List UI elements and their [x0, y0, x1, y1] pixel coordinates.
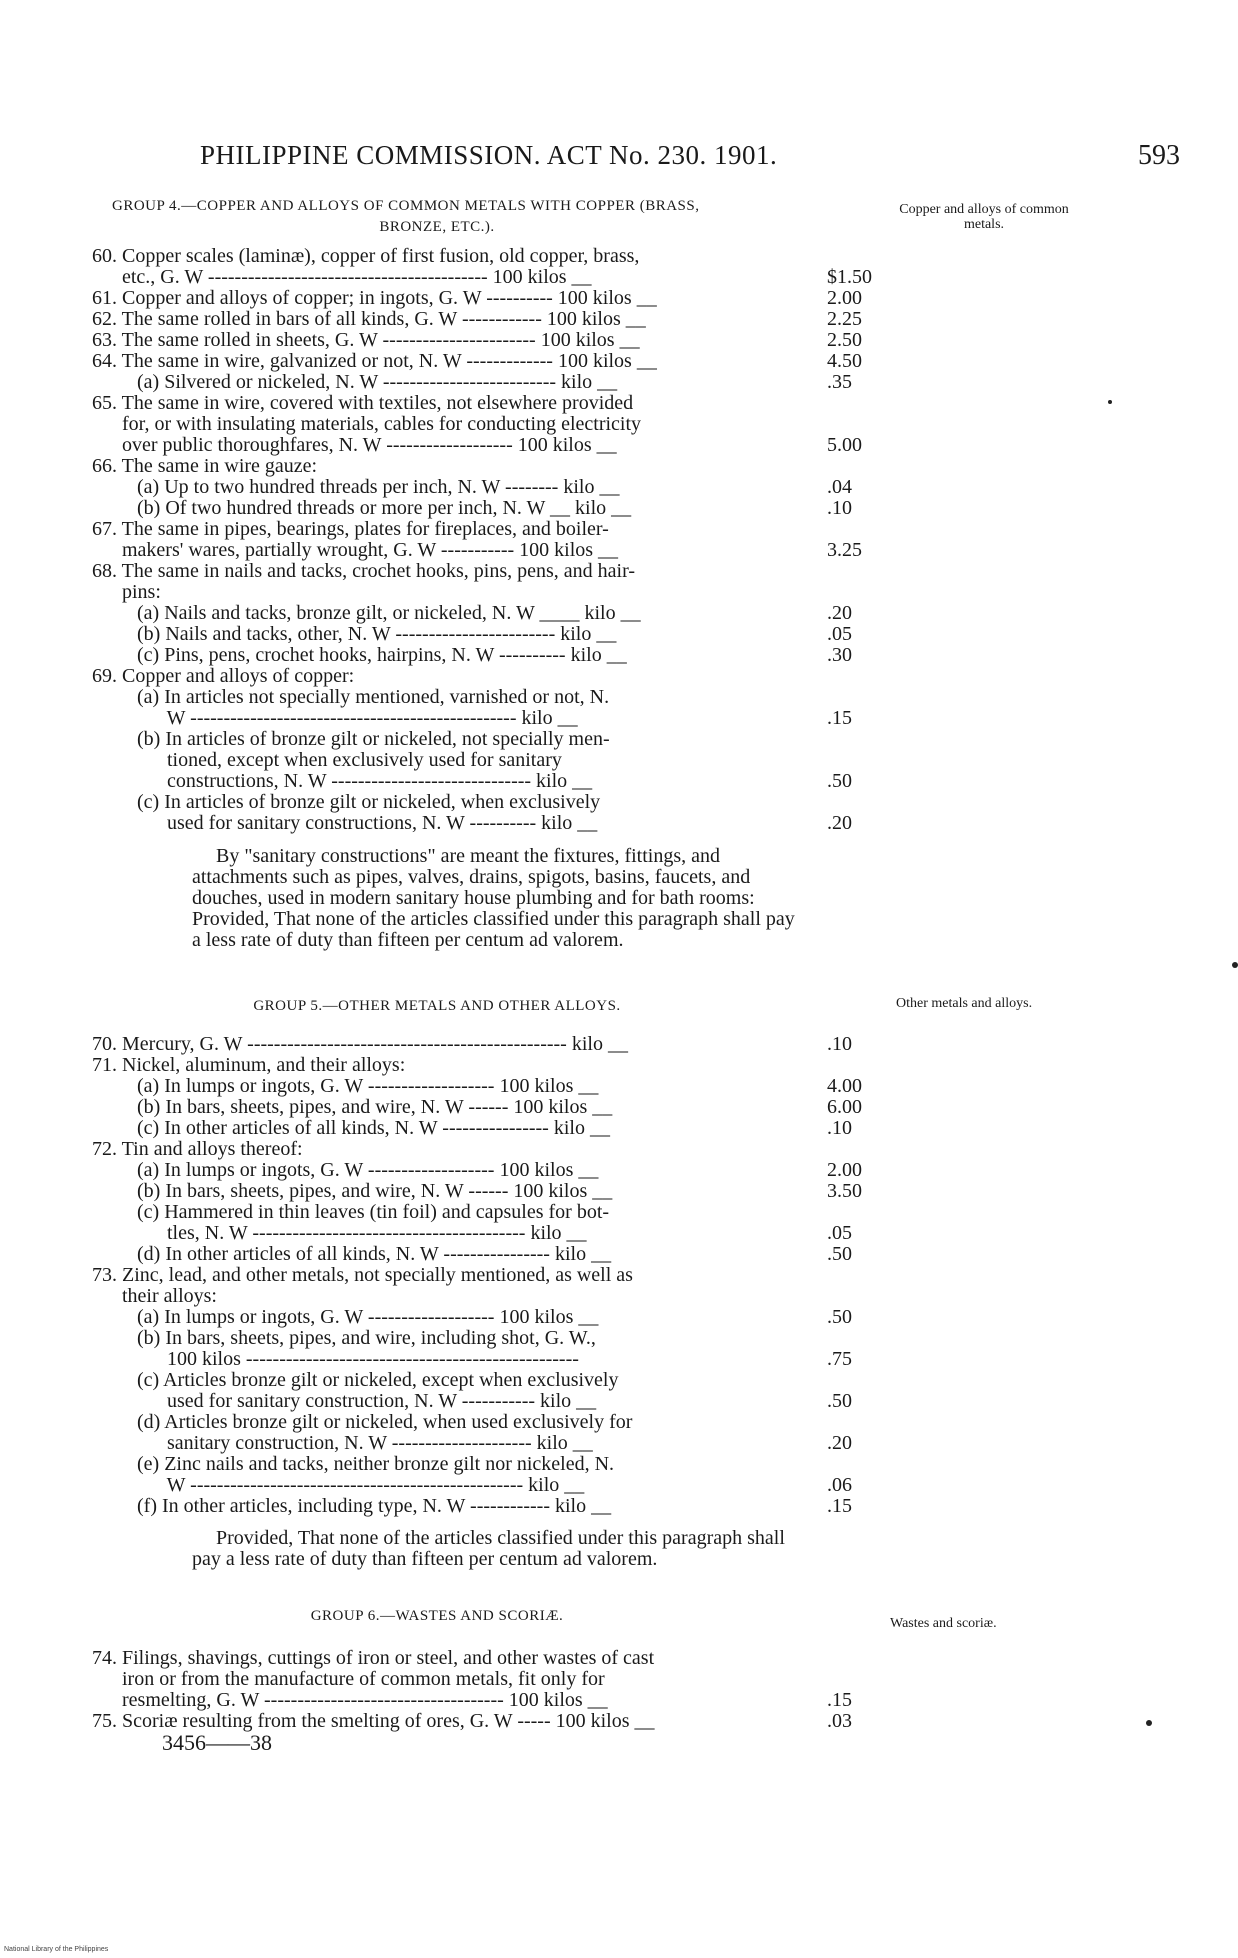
duty-rate: .20 — [827, 812, 852, 834]
tariff-line-text: (b) Nails and tacks, other, N. W ------------------------ kilo __ — [92, 623, 617, 645]
tariff-line — [92, 246, 872, 267]
tariff-line — [92, 624, 872, 645]
group-4-title-line-2: BRONZE, ETC.). — [379, 219, 495, 235]
tariff-line-text: etc., G. W ------------------------------------------ 100 kilos __ — [92, 266, 592, 288]
duty-rate: .30 — [827, 644, 852, 666]
tariff-line-text: (a) Nails and tacks, bronze gilt, or nickeled, N. W ____ kilo __ — [92, 602, 641, 624]
tariff-line-text: 60. Copper scales (laminæ), copper of first fusion, old copper, brass, — [92, 245, 640, 267]
tariff-line — [92, 687, 872, 708]
tariff-line — [92, 1690, 872, 1711]
duty-rate: .20 — [827, 1432, 852, 1454]
tariff-line-text: resmelting, G. W ------------------------------------ 100 kilos __ — [92, 1689, 608, 1711]
duty-rate: 5.00 — [827, 434, 862, 456]
tariff-line-text: over public thoroughfares, N. W ------------------- 100 kilos __ — [92, 434, 617, 456]
tariff-line-text: (c) Hammered in thin leaves (tin foil) and capsules for bot- — [92, 1201, 610, 1223]
tariff-line-text: their alloys: — [92, 1285, 217, 1307]
tariff-line — [92, 1097, 872, 1118]
tariff-line — [92, 729, 872, 750]
duty-rate: .15 — [827, 1495, 852, 1517]
tariff-line — [92, 708, 872, 729]
page-header: PHILIPPINE COMMISSION. ACT No. 230. 1901. — [200, 140, 778, 170]
duty-rate: 2.25 — [827, 308, 862, 330]
group-6-entries — [92, 1648, 872, 1732]
scan-speck — [1146, 1720, 1152, 1726]
tariff-line-text: 70. Mercury, G. W ------------------------------------------------ kilo __ — [92, 1033, 628, 1055]
tariff-line-text: sanitary construction, N. W --------------------- kilo __ — [92, 1432, 593, 1454]
tariff-line-text: (b) In bars, sheets, pipes, and wire, N. W ------ 100 kilos __ — [92, 1096, 613, 1118]
page-number: 593 — [1138, 140, 1180, 171]
scan-speck — [1108, 400, 1112, 404]
tariff-line-text: tioned, except when exclusively used for sanitary — [92, 749, 562, 771]
tariff-line — [92, 498, 872, 519]
tariff-line-text: 64. The same in wire, galvanized or not, N. W ------------- 100 kilos __ — [92, 350, 657, 372]
tariff-line — [92, 519, 872, 540]
tariff-line — [92, 1265, 872, 1286]
tariff-line — [92, 393, 872, 414]
duty-rate: .50 — [827, 1306, 852, 1328]
tariff-line — [92, 414, 872, 435]
tariff-line — [92, 1160, 872, 1181]
tariff-line-text: 75. Scoriæ resulting from the smelting of ores, G. W ----- 100 kilos __ — [92, 1710, 655, 1732]
tariff-line-text: (a) In articles not specially mentioned, varnished or not, N. — [92, 686, 610, 708]
provided-paragraph-text: Provided, That none of the articles classified under this paragraph shall pay a less rate of duty than fifteen per centum ad valorem. — [192, 1527, 785, 1570]
tariff-line — [92, 792, 872, 813]
tariff-line-text: for, or with insulating materials, cables for conducting electricity — [92, 413, 642, 435]
tariff-line-text: (c) Pins, pens, crochet hooks, hairpins, N. W ---------- kilo __ — [92, 644, 627, 666]
group-6-title-wrap — [92, 1606, 872, 1627]
tariff-line-text: (c) Articles bronze gilt or nickeled, except when exclusively — [92, 1369, 619, 1391]
tariff-line-text: 72. Tin and alloys thereof: — [92, 1138, 303, 1160]
tariff-line — [92, 1118, 872, 1139]
tariff-line-text: (b) Of two hundred threads or more per inch, N. W __ kilo __ — [92, 497, 632, 519]
credit-line: National Library of the Philippines — [4, 1946, 109, 1953]
tariff-line — [92, 1711, 872, 1732]
tariff-line — [92, 1307, 872, 1328]
margin-note-group-4: Copper and alloys of common metals. — [899, 202, 1069, 232]
tariff-line-text: (d) Articles bronze gilt or nickeled, when used exclusively for — [92, 1411, 633, 1433]
group-5-title: GROUP 5.—OTHER METALS AND OTHER ALLOYS. — [253, 998, 621, 1014]
duty-rate: .35 — [827, 371, 852, 393]
tariff-line-text: (f) In other articles, including type, N. W ------------ kilo __ — [92, 1495, 612, 1517]
tariff-line — [92, 1454, 872, 1475]
tariff-line-text: (e) Zinc nails and tacks, neither bronze gilt nor nickeled, N. — [92, 1453, 615, 1475]
tariff-line-text: 71. Nickel, aluminum, and their alloys: — [92, 1054, 406, 1076]
tariff-line-text: (a) In lumps or ingots, G. W ------------------- 100 kilos __ — [92, 1159, 599, 1181]
tariff-line — [92, 309, 872, 330]
tariff-line-text: used for sanitary construction, N. W ----------- kilo __ — [92, 1390, 597, 1412]
tariff-line-text: tles, N. W ----------------------------------------- kilo __ — [92, 1222, 587, 1244]
duty-rate: .06 — [827, 1474, 852, 1496]
tariff-line — [92, 1370, 872, 1391]
tariff-line — [92, 1412, 872, 1433]
tariff-line-text: (a) In lumps or ingots, G. W ------------------- 100 kilos __ — [92, 1075, 599, 1097]
tariff-line — [92, 1496, 872, 1517]
tariff-line-text: 62. The same rolled in bars of all kinds, G. W ------------ 100 kilos __ — [92, 308, 646, 330]
tariff-line-text: 74. Filings, shavings, cuttings of iron or steel, and other wastes of cast — [92, 1647, 655, 1669]
scan-speck — [1232, 962, 1238, 968]
tariff-line-text: W -------------------------------------------------- kilo __ — [92, 1474, 585, 1496]
duty-rate: .50 — [827, 770, 852, 792]
duty-rate: 3.50 — [827, 1180, 862, 1202]
duty-rate: .15 — [827, 1689, 852, 1711]
sanitary-paragraph-text: By "sanitary constructions" are meant the fixtures, fittings, and attachments such as pipes, valves, drains, spigots, basins, faucets, and douches, used in modern sanitary house plumbing and for bath rooms: Provided, That none of the articles classified under this paragraph shall pay a less rate of duty than fifteen per centum ad valorem. — [192, 845, 795, 951]
tariff-line — [92, 1244, 872, 1265]
tariff-line — [92, 1349, 872, 1370]
tariff-line — [92, 1055, 872, 1076]
tariff-line — [92, 666, 872, 687]
group-6-title: GROUP 6.—WASTES AND SCORIÆ. — [310, 1608, 564, 1624]
tariff-line-text: pins: — [92, 581, 161, 603]
duty-rate: .05 — [827, 623, 852, 645]
duty-rate: .10 — [827, 1117, 852, 1139]
tariff-line — [92, 561, 872, 582]
tariff-line — [92, 1328, 872, 1349]
signature-mark: 3456——38 — [162, 1730, 272, 1755]
duty-rate: .20 — [827, 602, 852, 624]
tariff-line — [92, 540, 872, 561]
tariff-line-text: constructions, N. W ------------------------------ kilo __ — [92, 770, 593, 792]
group-5-title-wrap — [92, 996, 872, 1017]
tariff-line-text: 66. The same in wire gauze: — [92, 455, 318, 477]
tariff-line-text: (c) In other articles of all kinds, N. W ---------------- kilo __ — [92, 1117, 610, 1139]
group-4-entries — [92, 246, 872, 834]
group-5-entries — [92, 1034, 872, 1517]
duty-rate: 3.25 — [827, 539, 862, 561]
tariff-line-text: iron or from the manufacture of common metals, fit only for — [92, 1668, 605, 1690]
tariff-line — [92, 1223, 872, 1244]
tariff-line — [92, 456, 872, 477]
tariff-line — [92, 1286, 872, 1307]
margin-note-group-5: Other metals and alloys. — [896, 996, 1033, 1011]
tariff-line — [92, 582, 872, 603]
tariff-line — [92, 645, 872, 666]
tariff-line-text: (a) In lumps or ingots, G. W ------------------- 100 kilos __ — [92, 1306, 599, 1328]
tariff-line-text: 73. Zinc, lead, and other metals, not specially mentioned, as well as — [92, 1264, 633, 1286]
tariff-line — [92, 1648, 872, 1669]
tariff-line-text: (a) Up to two hundred threads per inch, N. W -------- kilo __ — [92, 476, 620, 498]
duty-rate: .10 — [827, 497, 852, 519]
tariff-line-text: W ------------------------------------------------- kilo __ — [92, 707, 578, 729]
tariff-line-text: used for sanitary constructions, N. W ---------- kilo __ — [92, 812, 598, 834]
tariff-line-text: 63. The same rolled in sheets, G. W ----------------------- 100 kilos __ — [92, 329, 640, 351]
tariff-line — [92, 1076, 872, 1097]
tariff-line — [92, 1181, 872, 1202]
tariff-line-text: 100 kilos -------------------------------------------------- — [92, 1348, 579, 1370]
tariff-line-text: (c) In articles of bronze gilt or nickeled, when exclusively — [92, 791, 601, 813]
tariff-line-text: 69. Copper and alloys of copper: — [92, 665, 355, 687]
tariff-line-text: (d) In other articles of all kinds, N. W ---------------- kilo __ — [92, 1243, 612, 1265]
tariff-line — [92, 351, 872, 372]
tariff-line — [92, 288, 872, 309]
tariff-line — [92, 771, 872, 792]
duty-rate: $1.50 — [827, 266, 872, 288]
group-4-title-line-1: GROUP 4.—COPPER AND ALLOYS OF COMMON METALS WITH COPPER (BRASS, — [112, 198, 700, 214]
duty-rate: .50 — [827, 1243, 852, 1265]
tariff-line — [92, 1202, 872, 1223]
tariff-line — [92, 1433, 872, 1454]
tariff-line — [92, 750, 872, 771]
group-4-title — [92, 196, 872, 238]
duty-rate: 4.50 — [827, 350, 862, 372]
tariff-line — [92, 1475, 872, 1496]
tariff-line — [92, 813, 872, 834]
duty-rate: .05 — [827, 1222, 852, 1244]
tariff-line — [92, 1669, 872, 1690]
tariff-line — [92, 1139, 872, 1160]
tariff-line-text: (b) In bars, sheets, pipes, and wire, N. W ------ 100 kilos __ — [92, 1180, 613, 1202]
duty-rate: 2.00 — [827, 1159, 862, 1181]
tariff-line-text: makers' wares, partially wrought, G. W ----------- 100 kilos __ — [92, 539, 619, 561]
duty-rate: .10 — [827, 1033, 852, 1055]
provided-paragraph — [92, 1528, 872, 1570]
margin-note-group-6: Wastes and scoriæ. — [890, 1616, 997, 1631]
duty-rate: 2.50 — [827, 329, 862, 351]
duty-rate: 6.00 — [827, 1096, 862, 1118]
duty-rate: .15 — [827, 707, 852, 729]
tariff-line-text: (a) Silvered or nickeled, N. W -------------------------- kilo __ — [92, 371, 618, 393]
duty-rate: .03 — [827, 1710, 852, 1732]
sanitary-paragraph — [92, 846, 872, 951]
duty-rate: .75 — [827, 1348, 852, 1370]
duty-rate: .50 — [827, 1390, 852, 1412]
tariff-line-text: 65. The same in wire, covered with textiles, not elsewhere provided — [92, 392, 634, 414]
tariff-line-text: 67. The same in pipes, bearings, plates for fireplaces, and boiler- — [92, 518, 609, 540]
tariff-line-text: 61. Copper and alloys of copper; in ingots, G. W ---------- 100 kilos __ — [92, 287, 657, 309]
duty-rate: 2.00 — [827, 287, 862, 309]
tariff-line-text: 68. The same in nails and tacks, crochet hooks, pins, pens, and hair- — [92, 560, 635, 582]
tariff-line — [92, 1034, 872, 1055]
tariff-line-text: (b) In articles of bronze gilt or nickeled, not specially men- — [92, 728, 610, 750]
tariff-line — [92, 372, 872, 393]
duty-rate: 4.00 — [827, 1075, 862, 1097]
tariff-line — [92, 477, 872, 498]
tariff-line — [92, 267, 872, 288]
tariff-line — [92, 603, 872, 624]
tariff-line — [92, 435, 872, 456]
tariff-line — [92, 1391, 872, 1412]
tariff-line-text: (b) In bars, sheets, pipes, and wire, including shot, G. W., — [92, 1327, 596, 1349]
tariff-line — [92, 330, 872, 351]
duty-rate: .04 — [827, 476, 852, 498]
